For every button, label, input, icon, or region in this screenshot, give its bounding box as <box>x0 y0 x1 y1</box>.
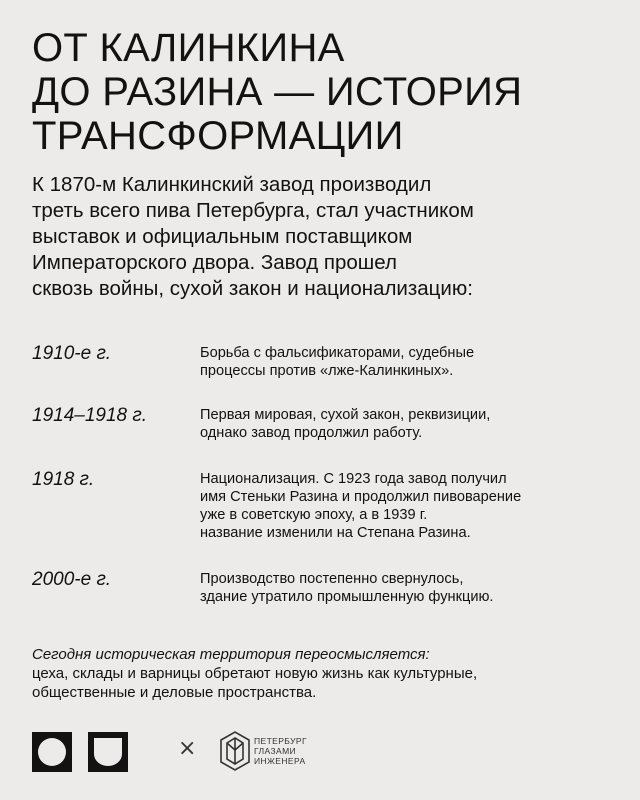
timeline-year: 1914–1918 г. <box>32 405 148 426</box>
description-line: имя Стеньки Разина и продолжил пивоварение <box>200 489 522 505</box>
description-line: процессы против «лже-Калинкиных». <box>200 363 454 379</box>
timeline-year: 2000-е г. <box>32 569 112 590</box>
partner-logo-line: ГЛАЗАМИ <box>254 746 297 756</box>
timeline-description <box>200 344 620 380</box>
description-line: Национализация. С 1923 года завод получил <box>200 471 507 487</box>
intro-line: сквозь войны, сухой закон и национализацию: <box>32 277 473 300</box>
timeline-year: 1918 г. <box>32 469 95 490</box>
partner-logo-line: ПЕТЕРБУРГ <box>254 736 307 746</box>
timeline-description <box>200 406 620 442</box>
intro-paragraph <box>32 172 622 302</box>
page-title <box>32 26 612 158</box>
intro-line: К 1870-м Калинкинский завод производил <box>32 173 432 196</box>
cross-icon: × <box>178 736 197 761</box>
outro-paragraph <box>32 645 622 702</box>
description-line: однако завод продолжил работу. <box>200 425 423 441</box>
title-line: ОТ КАЛИНКИНА <box>32 26 345 70</box>
outro-lead: Сегодня историческая территория переосмысляется: <box>32 646 430 663</box>
intro-line: Императорского двора. Завод прошел <box>32 251 397 274</box>
engineer-logo-icon <box>218 730 252 774</box>
description-line: уже в советскую эпоху, а в 1939 г. <box>200 507 428 523</box>
timeline-year: 1910-е г. <box>32 343 112 364</box>
timeline-description <box>200 570 620 606</box>
description-line: здание утратило промышленную функцию. <box>200 589 494 605</box>
description-line: название изменили на Степана Разина. <box>200 525 471 541</box>
title-line: ТРАНСФОРМАЦИИ <box>32 114 404 158</box>
partner-logo-text <box>254 736 307 766</box>
description-line: Первая мировая, сухой закон, реквизиции, <box>200 407 491 423</box>
description-line: Производство постепенно свернулось, <box>200 571 464 587</box>
timeline-description <box>200 470 620 542</box>
description-line: Борьба с фальсификаторами, судебные <box>200 345 475 361</box>
intro-line: выставок и официальным поставщиком <box>32 225 413 248</box>
title-line: ДО РАЗИНА — ИСТОРИЯ <box>32 70 523 114</box>
partner-logo-line: ИНЖЕНЕРА <box>254 756 306 766</box>
brand-logo-icon <box>32 732 130 772</box>
intro-line: треть всего пива Петербурга, стал участником <box>32 199 474 222</box>
outro-line: общественные и деловые пространства. <box>32 684 317 701</box>
outro-line: цеха, склады и варницы обретают новую жизнь как культурные, <box>32 665 478 682</box>
footer-logos <box>32 730 332 774</box>
